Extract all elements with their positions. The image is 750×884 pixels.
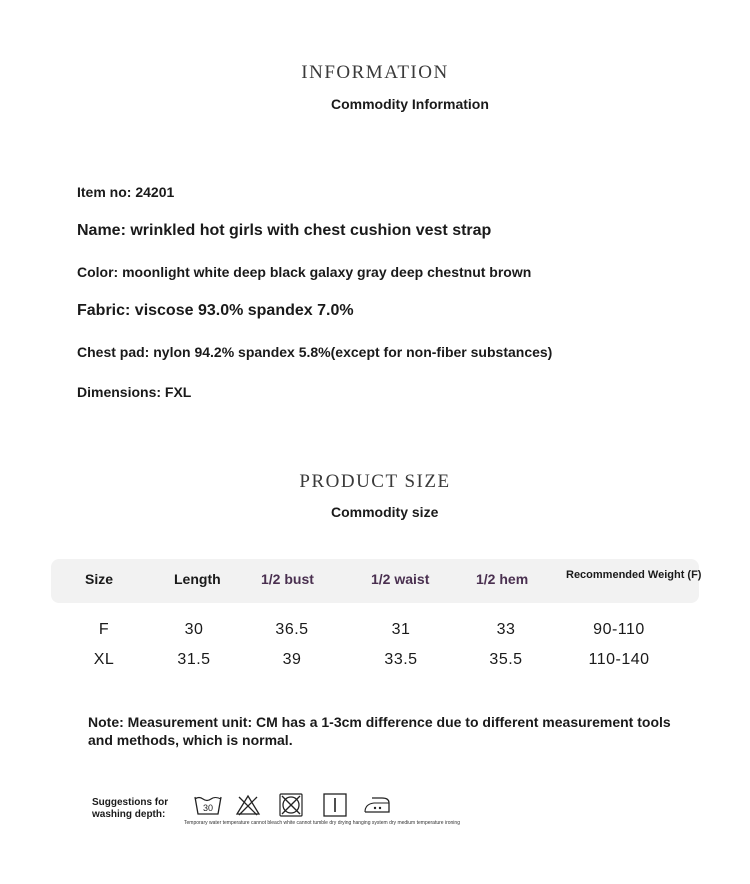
wash-temp-label: 30 bbox=[202, 803, 214, 813]
table-cell: 31 bbox=[391, 621, 411, 638]
product-size-subtitle: Commodity size bbox=[331, 504, 439, 520]
product-fabric: Fabric: viscose 93.0% spandex 7.0% bbox=[77, 302, 354, 319]
header-hem: 1/2 hem bbox=[476, 571, 529, 587]
header-bust: 1/2 bust bbox=[261, 571, 314, 587]
header-length: Length bbox=[174, 571, 221, 587]
table-cell: 35.5 bbox=[489, 651, 523, 668]
chest-pad: Chest pad: nylon 94.2% spandex 5.8%(except for non-fiber substances) bbox=[77, 344, 553, 360]
washing-caption: Temporary water temperature cannot bleach white cannot tumble dry drying hanging system dry medium temperature ironing bbox=[184, 820, 460, 826]
washing-label: Suggestions for washing depth: bbox=[92, 797, 169, 820]
table-cell: XL bbox=[93, 651, 115, 668]
table-cell: 30 bbox=[184, 621, 204, 638]
header-weight: Recommended Weight (F) bbox=[566, 569, 702, 581]
product-color: Color: moonlight white deep black galaxy gray deep chestnut brown bbox=[77, 264, 532, 280]
header-waist: 1/2 waist bbox=[371, 571, 430, 587]
hang-dry-icon bbox=[322, 793, 348, 817]
no-bleach-icon bbox=[235, 793, 261, 817]
product-size-title: PRODUCT SIZE bbox=[299, 471, 451, 492]
table-cell: 31.5 bbox=[177, 651, 211, 668]
table-cell: 39 bbox=[282, 651, 302, 668]
product-name: Name: wrinkled hot girls with chest cushion vest strap bbox=[77, 222, 492, 239]
dimensions: Dimensions: FXL bbox=[77, 384, 192, 400]
information-subtitle: Commodity Information bbox=[331, 96, 489, 112]
table-cell: 36.5 bbox=[275, 621, 309, 638]
iron-medium-icon bbox=[362, 793, 392, 817]
wash-30-icon bbox=[193, 793, 223, 817]
table-cell: 33 bbox=[496, 621, 516, 638]
no-tumble-dry-icon bbox=[278, 793, 304, 817]
table-cell: F bbox=[98, 621, 110, 638]
table-cell: 33.5 bbox=[384, 651, 418, 668]
information-title: INFORMATION bbox=[301, 62, 449, 83]
measurement-note: Note: Measurement unit: CM has a 1-3cm difference due to different measurement tools and methods, which is normal. bbox=[88, 714, 671, 748]
table-cell: 90-110 bbox=[593, 621, 645, 638]
table-cell: 110-140 bbox=[588, 651, 650, 668]
item-number: Item no: 24201 bbox=[77, 184, 175, 200]
header-size: Size bbox=[85, 571, 114, 587]
